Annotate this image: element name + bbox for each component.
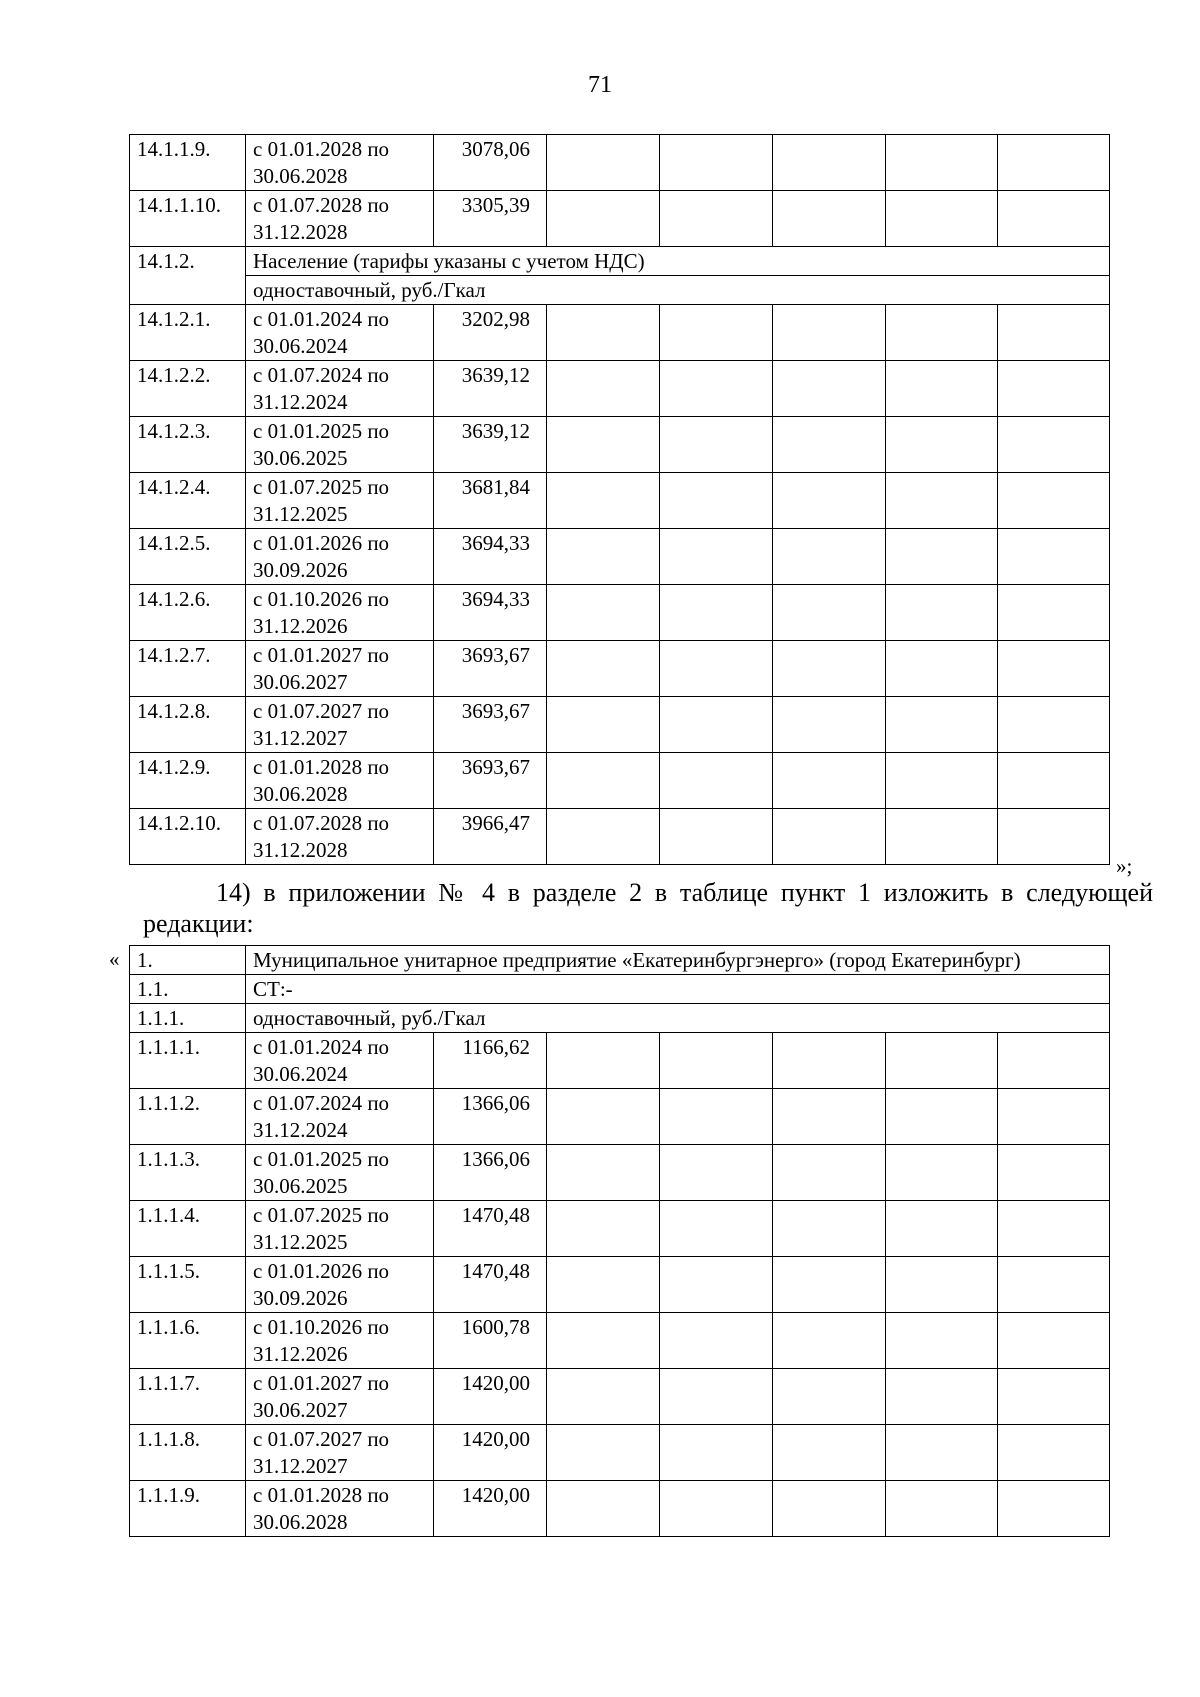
row-value: 3966,47 bbox=[434, 809, 547, 865]
empty-cell bbox=[660, 1089, 773, 1145]
empty-cell bbox=[886, 135, 998, 191]
empty-cell bbox=[660, 753, 773, 809]
row-period bbox=[246, 1033, 434, 1089]
empty-cell bbox=[886, 585, 998, 641]
empty-cell bbox=[547, 1089, 660, 1145]
period-end: 31.12.2027 bbox=[253, 726, 348, 750]
row-code: 1. bbox=[130, 946, 246, 975]
row-value: 3078,06 bbox=[434, 135, 547, 191]
row-period bbox=[246, 1425, 434, 1481]
row-period bbox=[246, 417, 434, 473]
row-period bbox=[246, 1369, 434, 1425]
period-start: с 01.01.2028 по bbox=[253, 1483, 390, 1507]
empty-cell bbox=[886, 1201, 998, 1257]
empty-cell bbox=[886, 1145, 998, 1201]
row-code: 1.1.1.5. bbox=[130, 1257, 246, 1313]
period-end: 31.12.2028 bbox=[253, 220, 348, 244]
row-period bbox=[246, 361, 434, 417]
period-end: 30.06.2028 bbox=[253, 164, 348, 188]
empty-cell bbox=[660, 585, 773, 641]
amendment-paragraph bbox=[143, 877, 1153, 939]
empty-cell bbox=[998, 1033, 1110, 1089]
row-code: 1.1.1. bbox=[130, 1004, 246, 1033]
row-value: 1366,06 bbox=[434, 1145, 547, 1201]
empty-cell bbox=[660, 1201, 773, 1257]
empty-cell bbox=[886, 1089, 998, 1145]
table-row bbox=[130, 417, 1110, 473]
row-heading: Население (тарифы указаны с учетом НДС) bbox=[246, 247, 1110, 276]
row-period bbox=[246, 1145, 434, 1201]
period-start: с 01.07.2025 по bbox=[253, 1203, 390, 1227]
tariff-table-top bbox=[129, 134, 1110, 865]
row-code: 14.1.2.3. bbox=[130, 417, 246, 473]
empty-cell bbox=[660, 1425, 773, 1481]
period-end: 31.12.2025 bbox=[253, 1230, 348, 1254]
empty-cell bbox=[660, 1369, 773, 1425]
empty-cell bbox=[660, 529, 773, 585]
empty-cell bbox=[773, 191, 886, 247]
empty-cell bbox=[547, 529, 660, 585]
empty-cell bbox=[660, 1257, 773, 1313]
empty-cell bbox=[998, 585, 1110, 641]
empty-cell bbox=[773, 1369, 886, 1425]
empty-cell bbox=[660, 305, 773, 361]
empty-cell bbox=[660, 473, 773, 529]
empty-cell bbox=[998, 697, 1110, 753]
tariff-table-bottom bbox=[129, 945, 1110, 1537]
empty-cell bbox=[998, 753, 1110, 809]
empty-cell bbox=[547, 1425, 660, 1481]
row-code: 14.1.2.6. bbox=[130, 585, 246, 641]
empty-cell bbox=[886, 305, 998, 361]
period-start: с 01.07.2025 по bbox=[253, 475, 390, 499]
table-row bbox=[130, 305, 1110, 361]
period-end: 30.09.2026 bbox=[253, 558, 348, 582]
empty-cell bbox=[998, 1369, 1110, 1425]
empty-cell bbox=[660, 135, 773, 191]
table-row bbox=[130, 1313, 1110, 1369]
empty-cell bbox=[660, 809, 773, 865]
table-row bbox=[130, 135, 1110, 191]
row-value: 3639,12 bbox=[434, 417, 547, 473]
empty-cell bbox=[773, 135, 886, 191]
empty-cell bbox=[773, 529, 886, 585]
empty-cell bbox=[547, 809, 660, 865]
empty-cell bbox=[773, 1313, 886, 1369]
empty-cell bbox=[886, 191, 998, 247]
row-value: 1420,00 bbox=[434, 1369, 547, 1425]
row-period bbox=[246, 1481, 434, 1537]
empty-cell bbox=[886, 1425, 998, 1481]
row-value: 3681,84 bbox=[434, 473, 547, 529]
period-start: с 01.01.2028 по bbox=[253, 137, 390, 161]
empty-cell bbox=[886, 473, 998, 529]
row-value: 1420,00 bbox=[434, 1481, 547, 1537]
period-end: 31.12.2024 bbox=[253, 1118, 348, 1142]
empty-cell bbox=[773, 1145, 886, 1201]
empty-cell bbox=[547, 1257, 660, 1313]
row-code: 1.1.1.1. bbox=[130, 1033, 246, 1089]
period-start: с 01.01.2026 по bbox=[253, 1259, 390, 1283]
row-value: 3639,12 bbox=[434, 361, 547, 417]
period-start: с 01.07.2028 по bbox=[253, 193, 390, 217]
empty-cell bbox=[773, 305, 886, 361]
empty-cell bbox=[998, 473, 1110, 529]
table-row bbox=[130, 473, 1110, 529]
empty-cell bbox=[547, 135, 660, 191]
table-row bbox=[130, 1004, 1110, 1033]
empty-cell bbox=[998, 305, 1110, 361]
empty-cell bbox=[886, 1481, 998, 1537]
row-value: 3694,33 bbox=[434, 529, 547, 585]
empty-cell bbox=[886, 1369, 998, 1425]
empty-cell bbox=[773, 641, 886, 697]
empty-cell bbox=[886, 529, 998, 585]
empty-cell bbox=[660, 1033, 773, 1089]
row-value: 3693,67 bbox=[434, 697, 547, 753]
empty-cell bbox=[773, 473, 886, 529]
row-code: 1.1.1.6. bbox=[130, 1313, 246, 1369]
row-value: 1470,48 bbox=[434, 1257, 547, 1313]
period-start: с 01.01.2024 по bbox=[253, 307, 390, 331]
period-start: с 01.01.2024 по bbox=[253, 1035, 390, 1059]
row-period bbox=[246, 1201, 434, 1257]
empty-cell bbox=[773, 697, 886, 753]
period-start: с 01.01.2025 по bbox=[253, 1147, 390, 1171]
empty-cell bbox=[998, 1089, 1110, 1145]
row-code: 14.1.2.9. bbox=[130, 753, 246, 809]
empty-cell bbox=[998, 361, 1110, 417]
period-end: 30.06.2025 bbox=[253, 446, 348, 470]
empty-cell bbox=[886, 1257, 998, 1313]
period-end: 31.12.2024 bbox=[253, 390, 348, 414]
table-row bbox=[130, 1369, 1110, 1425]
empty-cell bbox=[547, 1033, 660, 1089]
empty-cell bbox=[998, 641, 1110, 697]
empty-cell bbox=[660, 1313, 773, 1369]
row-period bbox=[246, 1089, 434, 1145]
empty-cell bbox=[886, 697, 998, 753]
row-code: 1.1.1.2. bbox=[130, 1089, 246, 1145]
row-value: 3202,98 bbox=[434, 305, 547, 361]
period-start: с 01.10.2026 по bbox=[253, 587, 390, 611]
empty-cell bbox=[998, 529, 1110, 585]
paragraph-line-1: 14) в приложении № 4 в разделе 2 в таблице пункт 1 изложить в следующей bbox=[216, 878, 1153, 907]
row-value: 1470,48 bbox=[434, 1201, 547, 1257]
row-period bbox=[246, 135, 434, 191]
row-heading: Муниципальное унитарное предприятие «Екатеринбургэнерго» (город Екатеринбург) bbox=[246, 946, 1110, 975]
row-value: 1366,06 bbox=[434, 1089, 547, 1145]
row-value: 1420,00 bbox=[434, 1425, 547, 1481]
closing-quote: »; bbox=[1116, 854, 1133, 878]
empty-cell bbox=[660, 1145, 773, 1201]
row-code: 14.1.2.7. bbox=[130, 641, 246, 697]
table-row bbox=[130, 529, 1110, 585]
empty-cell bbox=[998, 1201, 1110, 1257]
row-value: 1600,78 bbox=[434, 1313, 547, 1369]
empty-cell bbox=[547, 753, 660, 809]
row-code: 1.1.1.3. bbox=[130, 1145, 246, 1201]
empty-cell bbox=[886, 1313, 998, 1369]
table-row bbox=[130, 1201, 1110, 1257]
period-end: 30.06.2027 bbox=[253, 670, 348, 694]
empty-cell bbox=[773, 361, 886, 417]
empty-cell bbox=[773, 1033, 886, 1089]
row-value: 1166,62 bbox=[434, 1033, 547, 1089]
empty-cell bbox=[660, 641, 773, 697]
empty-cell bbox=[886, 809, 998, 865]
empty-cell bbox=[886, 1033, 998, 1089]
paragraph-line-2: редакции: bbox=[143, 909, 254, 938]
row-period bbox=[246, 697, 434, 753]
table-row bbox=[130, 247, 1110, 276]
empty-cell bbox=[547, 1369, 660, 1425]
table-row bbox=[130, 946, 1110, 975]
empty-cell bbox=[547, 473, 660, 529]
period-end: 30.06.2028 bbox=[253, 782, 348, 806]
empty-cell bbox=[773, 1089, 886, 1145]
empty-cell bbox=[773, 1257, 886, 1313]
row-code: 14.1.2. bbox=[130, 247, 246, 305]
empty-cell bbox=[547, 585, 660, 641]
period-end: 31.12.2027 bbox=[253, 1454, 348, 1478]
empty-cell bbox=[886, 417, 998, 473]
table-row bbox=[130, 697, 1110, 753]
row-heading: одноставочный, руб./Гкал bbox=[246, 1004, 1110, 1033]
empty-cell bbox=[886, 361, 998, 417]
row-period bbox=[246, 1257, 434, 1313]
table-row bbox=[130, 1033, 1110, 1089]
row-code: 14.1.2.10. bbox=[130, 809, 246, 865]
row-code: 14.1.2.2. bbox=[130, 361, 246, 417]
row-period bbox=[246, 191, 434, 247]
row-code: 14.1.2.8. bbox=[130, 697, 246, 753]
row-heading: СТ:- bbox=[246, 975, 1110, 1004]
period-end: 30.06.2027 bbox=[253, 1398, 348, 1422]
empty-cell bbox=[547, 1313, 660, 1369]
row-period bbox=[246, 1313, 434, 1369]
period-start: с 01.01.2027 по bbox=[253, 1371, 390, 1395]
empty-cell bbox=[547, 191, 660, 247]
empty-cell bbox=[998, 417, 1110, 473]
empty-cell bbox=[773, 809, 886, 865]
empty-cell bbox=[660, 361, 773, 417]
table-row bbox=[130, 641, 1110, 697]
empty-cell bbox=[998, 1425, 1110, 1481]
table-row bbox=[130, 975, 1110, 1004]
period-start: с 01.07.2028 по bbox=[253, 811, 390, 835]
empty-cell bbox=[998, 1257, 1110, 1313]
table-row bbox=[130, 276, 1110, 305]
empty-cell bbox=[547, 697, 660, 753]
table-row bbox=[130, 361, 1110, 417]
period-start: с 01.07.2024 по bbox=[253, 363, 390, 387]
row-period bbox=[246, 753, 434, 809]
row-period bbox=[246, 641, 434, 697]
period-end: 30.06.2024 bbox=[253, 1062, 348, 1086]
period-end: 30.09.2026 bbox=[253, 1286, 348, 1310]
period-end: 31.12.2026 bbox=[253, 614, 348, 638]
empty-cell bbox=[886, 641, 998, 697]
period-start: с 01.01.2027 по bbox=[253, 643, 390, 667]
empty-cell bbox=[547, 641, 660, 697]
empty-cell bbox=[660, 1481, 773, 1537]
opening-quote: « bbox=[109, 947, 120, 971]
table-row bbox=[130, 753, 1110, 809]
empty-cell bbox=[998, 1481, 1110, 1537]
empty-cell bbox=[998, 135, 1110, 191]
table-row bbox=[130, 1145, 1110, 1201]
empty-cell bbox=[547, 1145, 660, 1201]
empty-cell bbox=[660, 697, 773, 753]
row-value: 3693,67 bbox=[434, 753, 547, 809]
empty-cell bbox=[886, 753, 998, 809]
row-code: 14.1.1.10. bbox=[130, 191, 246, 247]
table-row bbox=[130, 191, 1110, 247]
period-start: с 01.01.2025 по bbox=[253, 419, 390, 443]
page-number: 71 bbox=[588, 72, 612, 98]
period-start: с 01.07.2027 по bbox=[253, 699, 390, 723]
row-code: 14.1.2.4. bbox=[130, 473, 246, 529]
empty-cell bbox=[773, 1481, 886, 1537]
row-value: 3694,33 bbox=[434, 585, 547, 641]
row-code: 1.1. bbox=[130, 975, 246, 1004]
table-row bbox=[130, 1481, 1110, 1537]
table-row bbox=[130, 585, 1110, 641]
row-period bbox=[246, 473, 434, 529]
empty-cell bbox=[773, 585, 886, 641]
row-code: 14.1.1.9. bbox=[130, 135, 246, 191]
empty-cell bbox=[660, 417, 773, 473]
row-value: 3693,67 bbox=[434, 641, 547, 697]
empty-cell bbox=[547, 417, 660, 473]
row-code: 14.1.2.1. bbox=[130, 305, 246, 361]
empty-cell bbox=[660, 191, 773, 247]
period-end: 30.06.2024 bbox=[253, 334, 348, 358]
empty-cell bbox=[547, 1481, 660, 1537]
empty-cell bbox=[998, 1313, 1110, 1369]
period-end: 31.12.2025 bbox=[253, 502, 348, 526]
empty-cell bbox=[773, 1201, 886, 1257]
period-end: 30.06.2028 bbox=[253, 1510, 348, 1534]
period-end: 30.06.2025 bbox=[253, 1174, 348, 1198]
period-start: с 01.07.2027 по bbox=[253, 1427, 390, 1451]
table-row bbox=[130, 1425, 1110, 1481]
empty-cell bbox=[547, 361, 660, 417]
empty-cell bbox=[773, 753, 886, 809]
empty-cell bbox=[547, 1201, 660, 1257]
row-code: 1.1.1.9. bbox=[130, 1481, 246, 1537]
empty-cell bbox=[998, 191, 1110, 247]
period-start: с 01.10.2026 по bbox=[253, 1315, 390, 1339]
row-code: 1.1.1.7. bbox=[130, 1369, 246, 1425]
row-period bbox=[246, 585, 434, 641]
empty-cell bbox=[998, 809, 1110, 865]
row-period bbox=[246, 809, 434, 865]
row-subheading: одноставочный, руб./Гкал bbox=[246, 276, 1110, 305]
period-start: с 01.01.2026 по bbox=[253, 531, 390, 555]
period-end: 31.12.2028 bbox=[253, 838, 348, 862]
row-value: 3305,39 bbox=[434, 191, 547, 247]
empty-cell bbox=[773, 1425, 886, 1481]
row-period bbox=[246, 305, 434, 361]
row-period bbox=[246, 529, 434, 585]
table-row bbox=[130, 809, 1110, 865]
empty-cell bbox=[773, 417, 886, 473]
period-start: с 01.01.2028 по bbox=[253, 755, 390, 779]
empty-cell bbox=[547, 305, 660, 361]
row-code: 1.1.1.8. bbox=[130, 1425, 246, 1481]
period-end: 31.12.2026 bbox=[253, 1342, 348, 1366]
table-row bbox=[130, 1089, 1110, 1145]
empty-cell bbox=[998, 1145, 1110, 1201]
period-start: с 01.07.2024 по bbox=[253, 1091, 390, 1115]
row-code: 14.1.2.5. bbox=[130, 529, 246, 585]
table-row bbox=[130, 1257, 1110, 1313]
row-code: 1.1.1.4. bbox=[130, 1201, 246, 1257]
